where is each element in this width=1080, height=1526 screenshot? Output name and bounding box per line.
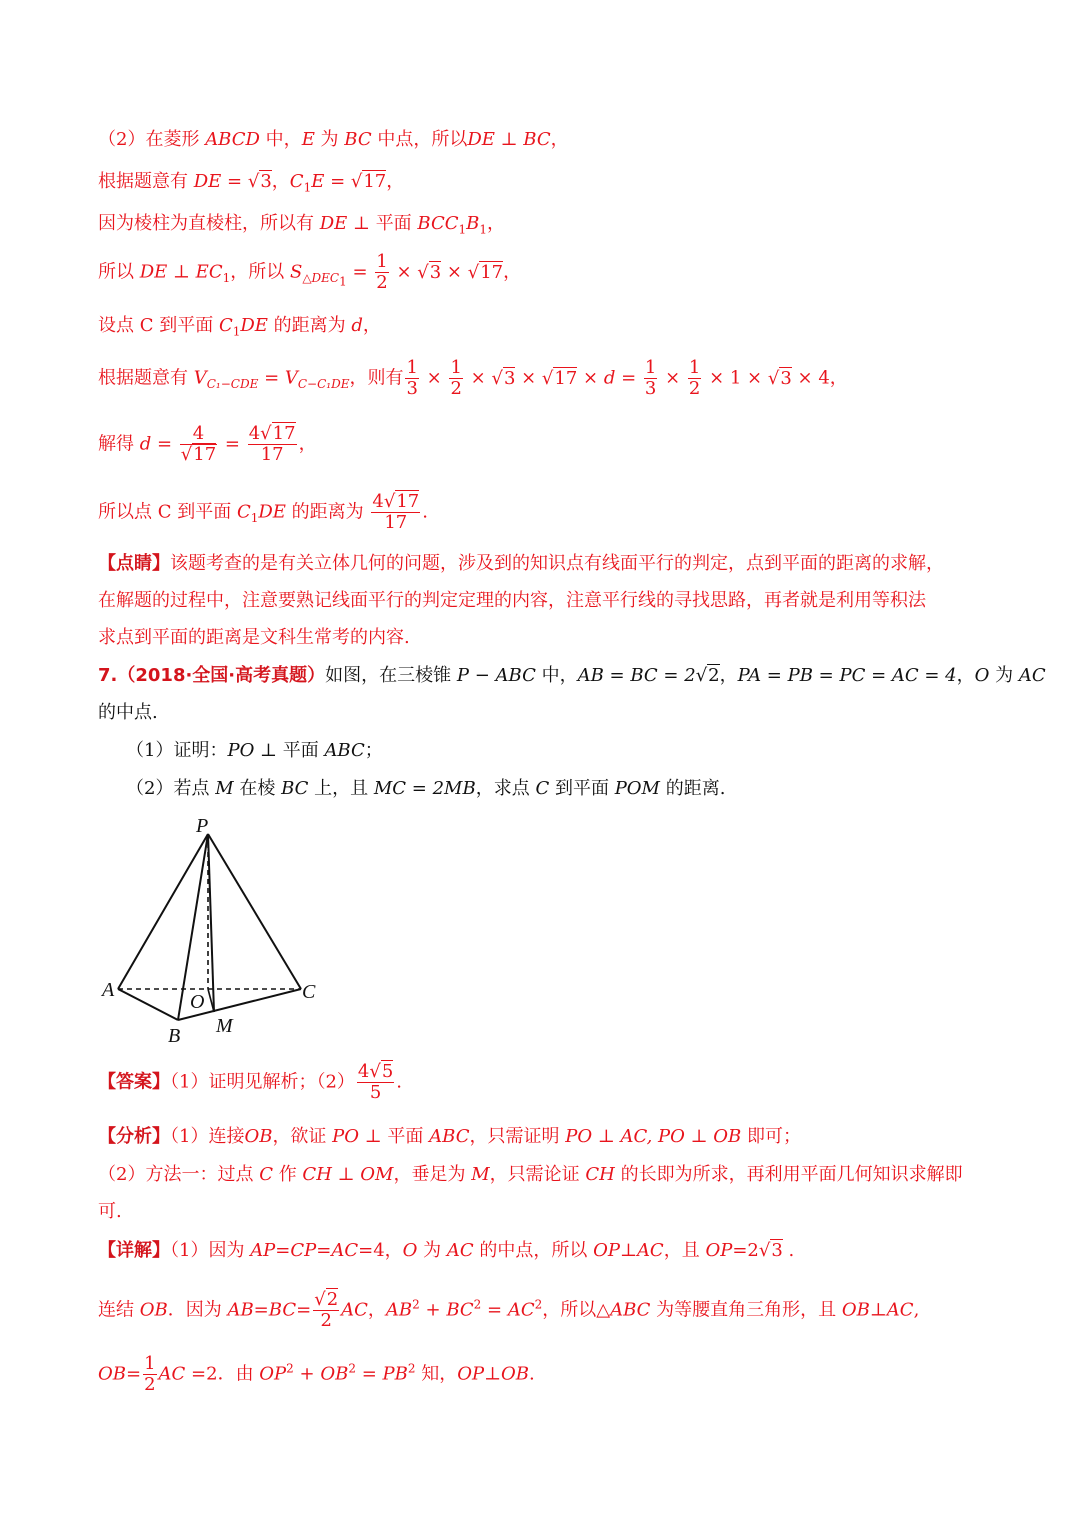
- label-m: M: [216, 1015, 233, 1037]
- solution-line-3: 因为棱柱为直棱柱，所以有 DE ⊥ 平面 $BCC_1B_1$，: [98, 213, 506, 237]
- sqrt-sign: [260, 423, 271, 444]
- answer-line: 【答案】（1）证明见解析；（2） $\frac{4√ 5}{5}$ .: [98, 1062, 402, 1103]
- fraction: $\frac{1}{2}$: [144, 1353, 156, 1395]
- sqrt-sign: [759, 1240, 770, 1261]
- solution-line-1: （2）在菱形 ABCD 中，E 为 BC 中点，所以DE ⊥ BC，: [98, 129, 569, 150]
- fraction: 4 √ 17: [180, 424, 217, 465]
- sqrt-sign: [542, 368, 553, 389]
- detail-line-3: OB= $\frac{1}{2}$ AC =2．由 $OP^2 + OB^2 = PB^2$ 知，OP⊥OB.: [98, 1353, 535, 1395]
- sqrt-sign: [696, 665, 707, 686]
- label-a: A: [102, 979, 115, 1001]
- label-o: O: [190, 991, 205, 1013]
- detail-line-2: 连结 OB．因为 AB=BC= √ $\frac{2}{2}$ AC，$AB^2 + BC^2 = AC^2$，所以△ABC 为等腰直角三角形，且 OB⊥AC,: [98, 1290, 919, 1331]
- sqrt-sign: [314, 1289, 325, 1310]
- solution-line-6: 根据题意有 $V_{C_1-CDE} = V_{C-C_1DE}$，则有 $\frac{1}{3}$ × $\frac{1}{2}$ × √ 3 × √ 17 × d = $\frac{1}{3}$ × $\frac{1}{2}$ × 1 × √ 3 × 4，: [98, 358, 848, 399]
- analysis-line-3: 可.: [98, 1201, 122, 1222]
- dianjing-line-1: 【点睛】该题考查的是有关立体几何的问题，涉及到的知识点有线面平行的判定，点到平面的距离的求解，: [98, 553, 944, 574]
- fraction: $\frac{4√ 5}{5}$: [357, 1062, 394, 1103]
- dianjing-line-3: 求点到平面的距离是文科生常考的内容.: [98, 627, 410, 648]
- analysis-line-2: （2）方法一：过点 C 作 CH ⊥ OM，垂足为 M，只需论证 CH 的长即为所求，再利用平面几何知识求解即: [98, 1164, 963, 1185]
- sqrt-sign: [384, 491, 395, 512]
- sqrt-sign: [468, 262, 479, 283]
- sqrt-sign: [369, 1061, 380, 1082]
- sqrt-sign: [248, 171, 259, 192]
- dianjing-line-2: 在解题的过程中，注意要熟记线面平行的判定定理的内容，注意平行线的寻找思路，再者就是利用等积法: [98, 590, 926, 611]
- edge-pc: [208, 834, 301, 989]
- sqrt-sign: [181, 444, 192, 465]
- label-p: P: [196, 815, 209, 837]
- sqrt-sign: [351, 171, 362, 192]
- sqrt-sign: [768, 368, 779, 389]
- label-b: B: [168, 1025, 181, 1047]
- fraction: $\frac{4√ 17}{17}$: [248, 424, 297, 465]
- question-7-part-2: （2）若点 M 在棱 BC 上，且 MC = 2MB，求点 C 到平面 POM 的距离.: [126, 778, 726, 799]
- question-7-line-1: 7.（2018·全国·高考真题）如图，在三棱锥 P − ABC 中，AB = BC = 2√ 2，PA = PB = PC = AC = 4，O 为 AC: [98, 664, 1046, 688]
- sqrt-sign: [491, 368, 502, 389]
- fraction: $\frac{1}{2}$: [376, 251, 388, 293]
- pyramid-figure: [96, 812, 336, 1052]
- edge-ab: [118, 989, 178, 1020]
- question-7-part-1: （1）证明：PO ⊥ 平面 ABC；: [126, 740, 383, 761]
- analysis-line-1: 【分析】（1）连接OB，欲证 PO ⊥ 平面 ABC，只需证明 PO ⊥ AC, PO ⊥ OB 即可；: [98, 1126, 802, 1147]
- solution-line-8: 所以点 C 到平面 $C_1DE$ 的距离为 $\frac{4√ 17}{17}$ .: [98, 492, 428, 533]
- fraction: $\frac{1}{2}$: [688, 357, 701, 399]
- fraction: $\frac{1}{2}$: [450, 357, 462, 399]
- fraction: $\frac{1}{3}$: [406, 357, 418, 399]
- fraction: √ $\frac{2}{2}$: [313, 1290, 339, 1331]
- solution-line-7: 解得 d = 4 √ 17 = $\frac{4√ 17}{17}$ ，: [98, 424, 317, 465]
- fraction: $\frac{1}{3}$: [644, 357, 657, 399]
- solution-line-4: 所以 DE ⊥ $EC_1$，所以 $S_{\triangle DEC_1}$ = $\frac{1}{2}$ × √ 3 × √ 17，: [98, 252, 521, 293]
- solution-line-5: 设点 C 到平面 $C_1DE$ 的距离为 d，: [98, 315, 381, 339]
- detail-line-1: 【详解】（1）因为 AP=CP=AC=4，O 为 AC 的中点，所以 OP⊥AC，且 OP=2√ 3 .: [98, 1239, 794, 1263]
- edge-pm: [208, 834, 214, 1012]
- label-c: C: [302, 981, 316, 1003]
- solution-line-2: 根据题意有 DE = √ 3，$C_1E$ = √ 17，: [98, 170, 404, 200]
- fraction: $\frac{4√ 17}{17}$: [371, 492, 420, 533]
- sqrt-sign: [417, 262, 428, 283]
- question-7-line-2: 的中点.: [98, 702, 158, 723]
